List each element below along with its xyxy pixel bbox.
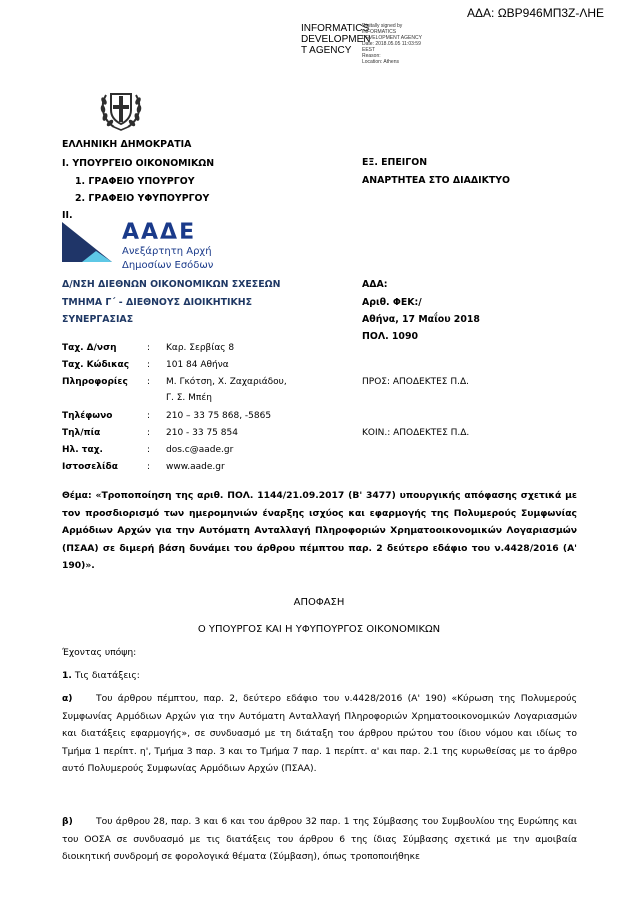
fek-field: Αριθ. ΦΕΚ:/ [362, 297, 422, 308]
signature-detail-line: EEST [362, 47, 376, 53]
recipients-cc: ΚΟΙΝ.: ΑΠΟΔΕΚΤΕΣ Π.Δ. [362, 428, 470, 438]
header-section-two: ΙΙ. [62, 210, 73, 221]
paragraph-a-text: Του άρθρου πέμπτου, παρ. 2, δεύτερο εδάφιο του ν.4428/2016 (Α' 190) «Κύρωση της Πολυμερούς Συμφωνίας Αρμόδιων Αρχών για την Αυτόματη Ανταλλαγή Πληροφοριών Χρηματοοικονομικών Λογαριασμών και διατάξεις εφαρμογής», σε συνδυασμό με τη διάταξη του άρθρου πρώτου του ίδιου νόμου και ιδίως το Τμήμα 1 περίπτ. η', Τμήμα 3 παρ. 3 και το Τμήμα 7 παρ. 1 περίπτ. α' και παρ. 2.1 της κυρωθείσας με το άρθρο αυτό Πολυμερούς Συμφωνίας Αρμόδιων Αρχών (ΠΣΑΑ). [62, 693, 577, 774]
aade-acronym: ΑΑΔΕ [122, 220, 197, 245]
signature-detail-line: DEVELOPMENT AGENCY [362, 35, 422, 41]
signer-line: DEVELOPMEN [301, 34, 371, 45]
header-deputy-office: 2. ΓΡΑΦΕΙΟ ΥΦΥΠΟΥΡΓΟΥ [75, 193, 210, 204]
contact-value: 101 84 Αθήνα [166, 360, 229, 370]
signature-detail-line: Digitally signed by [362, 23, 403, 29]
signature-detail-line: Date: 2018.05.05 11:03:59 [362, 41, 421, 47]
urgency-label: ΕΞ. ΕΠΕΙΓΟΝ [362, 157, 428, 168]
greek-emblem-icon [96, 83, 146, 138]
section-name-cont: ΣΥΝΕΡΓΑΣΙΑΣ [62, 314, 134, 325]
paragraph-a [62, 690, 577, 778]
contact-value: Γ. Σ. Μπέη [166, 393, 212, 403]
paragraph-b [62, 813, 577, 866]
item-one [62, 667, 577, 685]
signer-line: T AGENCY [301, 45, 352, 56]
contact-sep: : [147, 377, 151, 387]
publish-online-label: ΑΝΑΡΤΗΤΕΑ ΣΤΟ ΔΙΑΔΙΚΤΥΟ [362, 175, 510, 186]
paragraph-b-text: Του άρθρου 28, παρ. 3 και 6 και του άρθρου 32 παρ. 1 της Σύμβασης του Συμβουλίου της Ευρώπης και του ΟΟΣΑ σε συνδυασμό με τις διατάξεις του άρθρου 6 της ίδιας Σύμβασης σχετικά με την αμοιβαία διοικητική συνδρομή σε φορολογικά θέματα (Σύμβαση), όπως τροποποιήθηκε [62, 816, 577, 862]
decision-subtitle: Ο ΥΠΟΥΡΓΟΣ ΚΑΙ Η ΥΦΥΠΟΥΡΓΟΣ ΟΙΚΟΝΟΜΙΚΩΝ [197, 624, 441, 635]
header-minister-office: 1. ΓΡΑΦΕΙΟ ΥΠΟΥΡΓΟΥ [75, 176, 195, 187]
contact-value: Καρ. Σερβίας 8 [166, 343, 235, 353]
directorate-name: Δ/ΝΣΗ ΔΙΕΘΝΩΝ ΟΙΚΟΝΟΜΙΚΩΝ ΣΧΕΣΕΩΝ [62, 279, 281, 290]
paragraph-b-mark: β) [62, 816, 73, 827]
aade-logo [62, 220, 120, 267]
header-republic: ΕΛΛΗΝΙΚΗ ΔΗΜΟΚΡΑΤΙΑ [62, 139, 192, 150]
header-ministry: Ι. ΥΠΟΥΡΓΕΙΟ ΟΙΚΟΝΟΜΙΚΩΝ [62, 158, 215, 169]
aade-line1: Ανεξάρτητη Αρχή [122, 246, 212, 257]
contact-sep: : [147, 462, 151, 472]
contact-sep: : [147, 445, 151, 455]
subject-paragraph: Θέμα: «Τροποποίηση της αριθ. ΠΟΛ. 1144/21.09.2017 (Β' 3477) υπουργικής απόφασης σχετικά με τον προσδιορισμό των ημερομηνιών έναρξης ισχύος και εφαρμογής της Πολυμερούς Συμφωνίας Αρμόδιων Αρχών για την Αυτόματη Ανταλλαγή Πληροφοριών Χρηματοοικονομικών Λογαριασμών (ΠΣΑΑ) σε διμερή βάση δυνάμει του άρθρου πέμπτου παρ. 2 δεύτερο εδάφιο του ν.4428/2016 (Α' 190)». [62, 490, 577, 571]
contact-value: 210 – 33 75 868, -5865 [166, 411, 272, 421]
contact-label: Πληροφορίες [62, 377, 128, 387]
signature-detail-line: INFORMATICS [362, 29, 397, 35]
contact-value: Μ. Γκότση, Χ. Ζαχαριάδου, [166, 377, 287, 387]
decision-title: ΑΠΟΦΑΣΗ [293, 597, 345, 608]
contact-sep: : [147, 360, 151, 370]
pol-number: ΠΟΛ. 1090 [362, 331, 418, 342]
contact-label: Τηλ/πία [62, 428, 101, 438]
contact-sep: : [147, 411, 151, 421]
considering-line: Έχοντας υπόψη: [62, 647, 137, 658]
contact-label: Ταχ. Δ/νση [62, 343, 117, 353]
item-one-text: Τις διατάξεις: [74, 670, 140, 681]
contact-value: 210 - 33 75 854 [166, 428, 238, 438]
document-date: Αθήνα, 17 Μαΐου 2018 [362, 314, 480, 325]
signer-line: INFORMATICS [301, 23, 370, 34]
ada-watermark: ΑΔΑ: ΩΒΡ946ΜΠ3Ζ-ΛΗΕ [467, 6, 605, 20]
recipients-to: ΠΡΟΣ: ΑΠΟΔΕΚΤΕΣ Π.Δ. [362, 377, 469, 387]
contact-label: Ηλ. ταχ. [62, 445, 103, 455]
section-name: ΤΜΗΜΑ Γ΄ - ΔΙΕΘΝΟΥΣ ΔΙΟΙΚΗΤΙΚΗΣ [62, 297, 253, 308]
signature-detail-line: Location: Athens [362, 59, 399, 65]
paragraph-a-mark: α) [62, 693, 73, 704]
aade-line2: Δημοσίων Εσόδων [122, 260, 214, 271]
contact-label: Ταχ. Κώδικας [62, 360, 130, 370]
contact-email[interactable]: dos.c@aade.gr [166, 445, 234, 455]
contact-sep: : [147, 428, 151, 438]
item-one-number: 1. [62, 670, 72, 681]
ada-field: ΑΔΑ: [362, 279, 388, 290]
contact-label: Τηλέφωνο [62, 411, 113, 421]
contact-website[interactable]: www.aade.gr [166, 462, 225, 472]
contact-sep: : [147, 343, 151, 353]
signature-detail-line: Reason: [362, 53, 381, 59]
signature-details [362, 23, 432, 65]
contact-label: Ιστοσελίδα [62, 462, 118, 472]
